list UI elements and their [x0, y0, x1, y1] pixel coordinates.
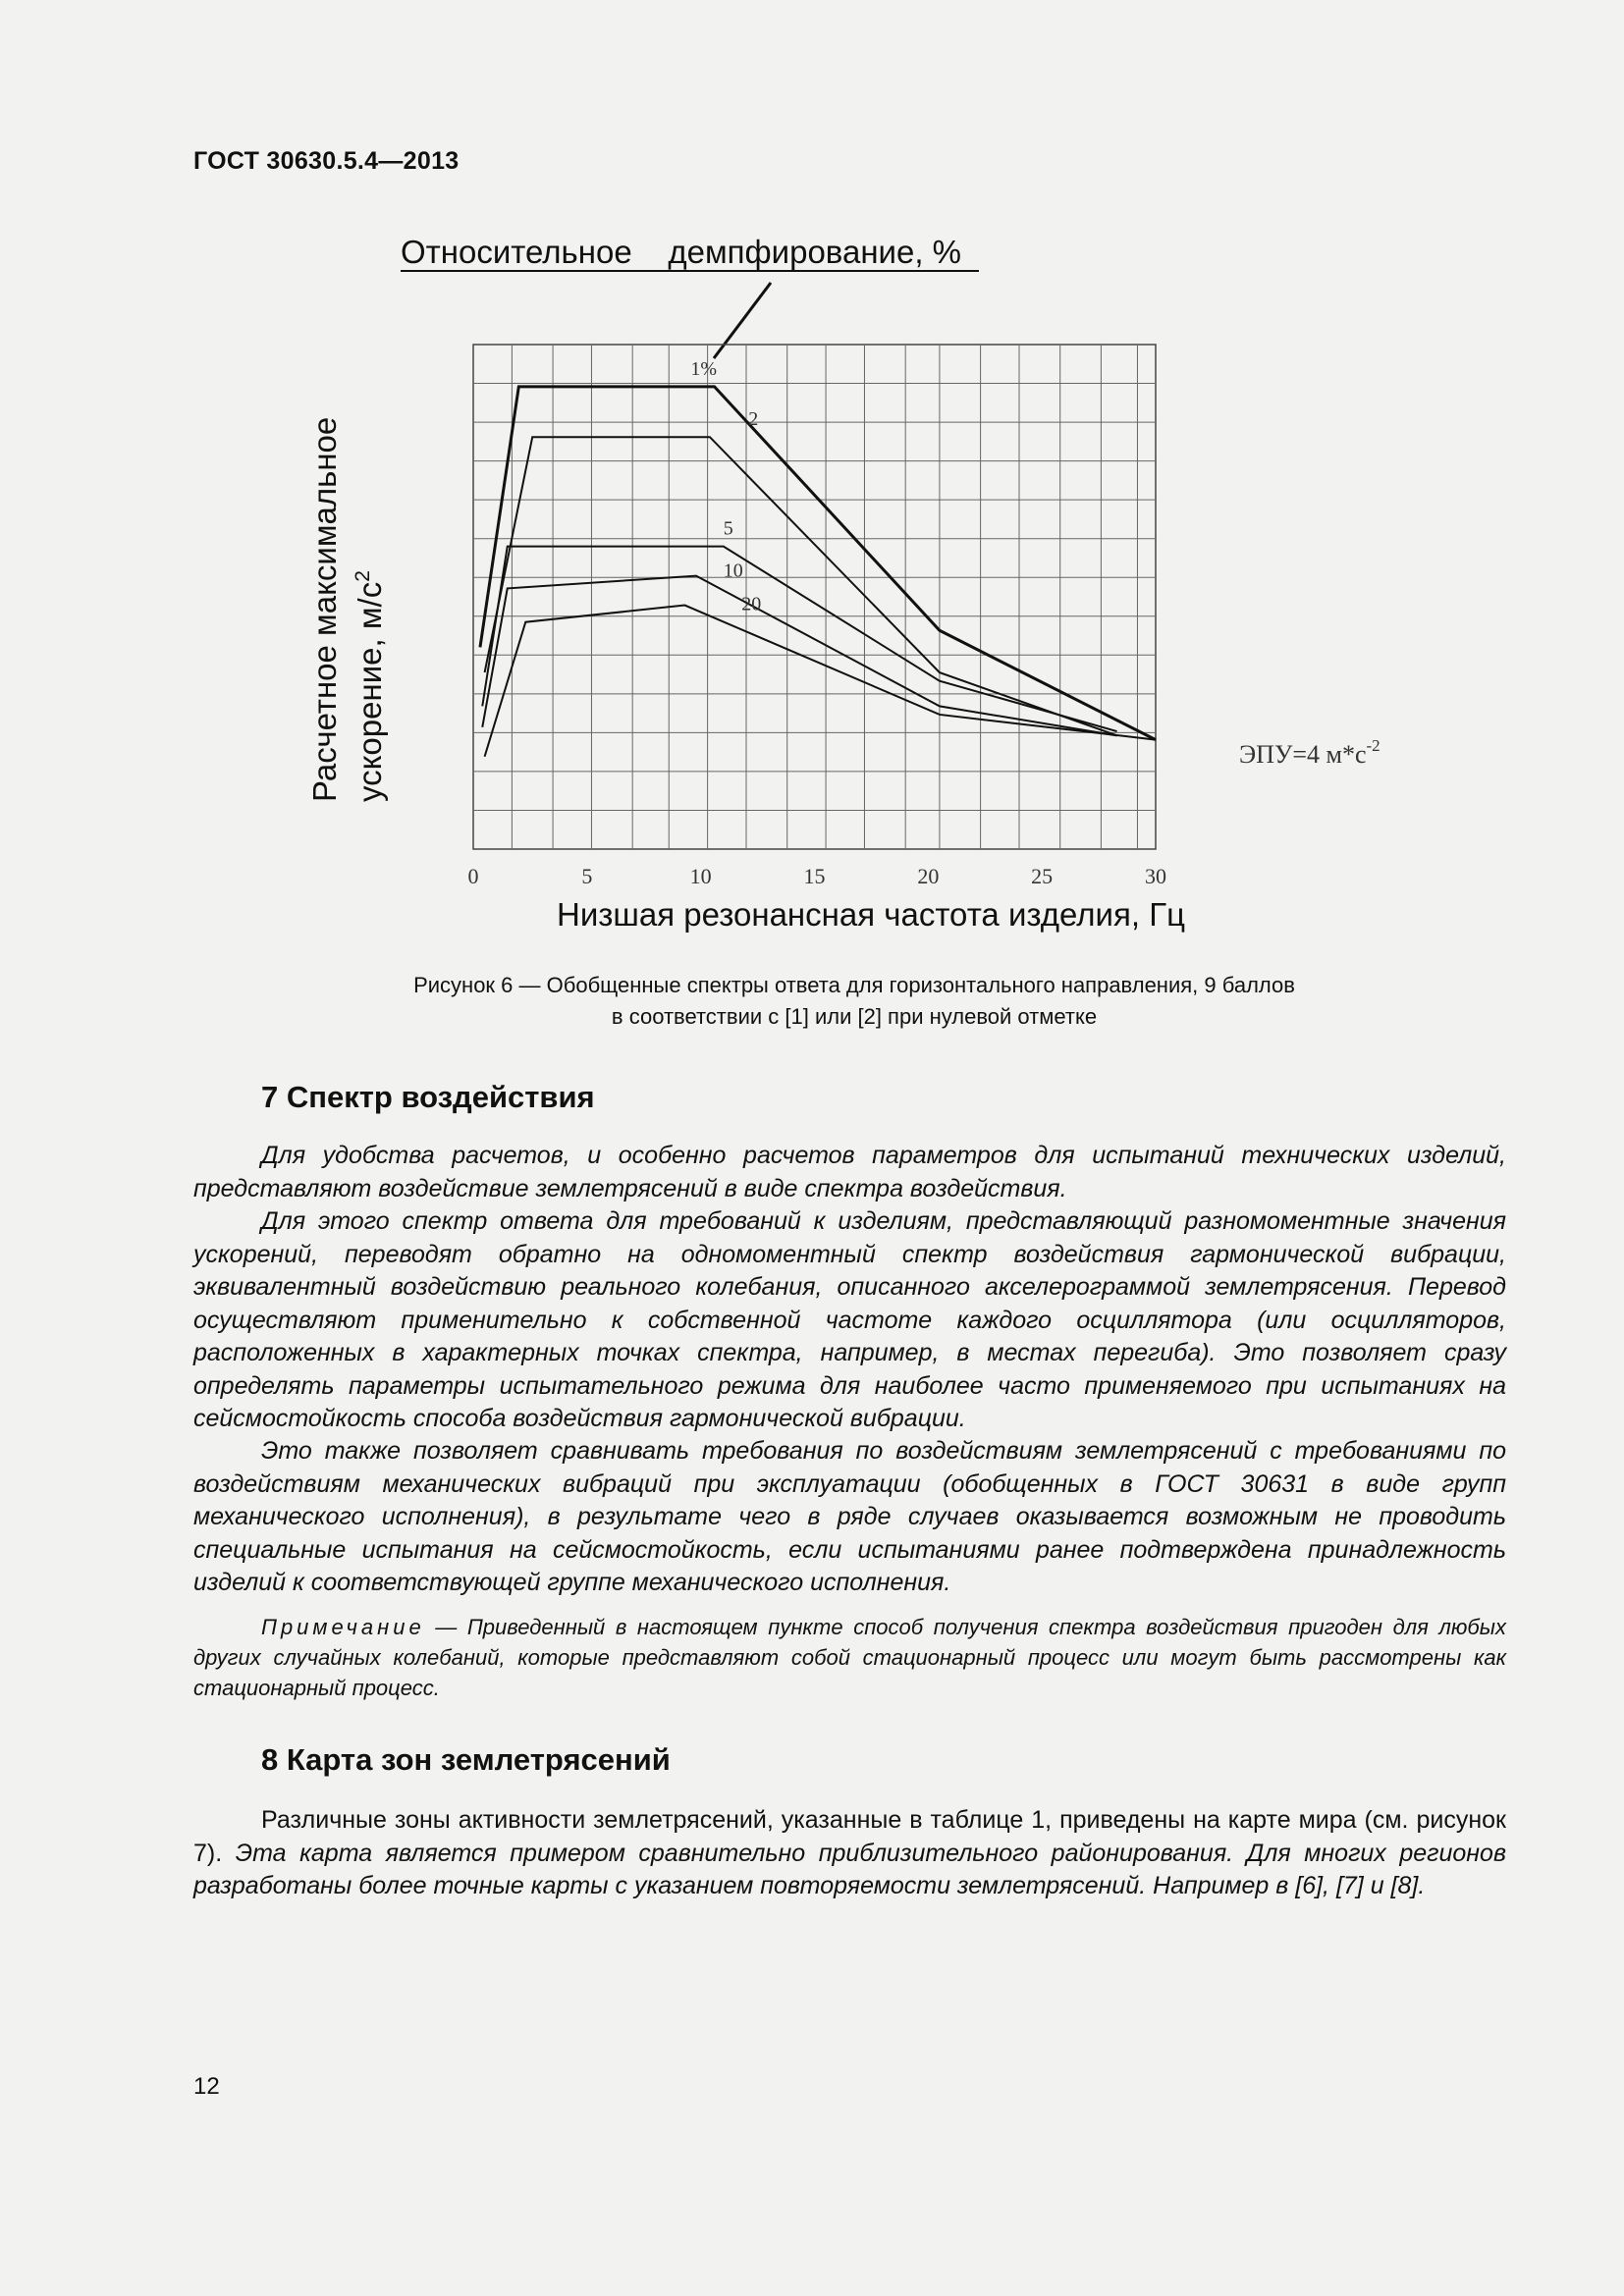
note-text: — Приведенный в настоящем пункте способ получения спектра воздействия пригоден для любых других случайных колебаний, которые представляют собой стационарный процесс или могут быть рассмотрены как стационарный процесс.: [193, 1615, 1506, 1700]
epu-sup: -2: [1366, 736, 1380, 755]
section-7-note: [193, 1612, 1506, 1703]
section-7-paragraph-2: [193, 1205, 1506, 1436]
note-label: Примечание: [261, 1615, 425, 1639]
epu-text: ЭПУ=4 м*с: [1239, 740, 1367, 769]
section-8-p1-italic: Эта карта является примером сравнительно приблизительного районирования. Для многих регионов разработаны более точные карты с указанием повторяемости землетрясений. Например в [6], [7] и [8].: [193, 1839, 1506, 1899]
figure-caption-line1: Рисунок 6 — Обобщенные спектры ответа для горизонтального направления, 9 баллов: [413, 973, 1295, 997]
section-8-p1-normal: Различные зоны активности землетрясений, указанные в таблице 1, приведены на карте мира (см. рисунок 7).: [193, 1806, 1506, 1867]
section-7-p2-text: Для этого спектр ответа для требований к изделиям, представляющий разномоментные значения ускорений, переводят обратно на одномоментный спектр воздействия гармонической вибрации, эквивалентный воздействию реального колебания, описанного акселерограммой землетрясения. Перевод осуществляют применительно к собственной частоте каждого осциллятора (или осцилляторов, расположенных в характерных точках спектра, например, в местах перегиба). Это позволяет сразу определять параметры испытательного режима для наиболее часто применяемого при испытаниях на сейсмостойкость способа воздействия гармонической вибрации.: [193, 1207, 1506, 1432]
damping-pointer: [714, 283, 771, 358]
x-tick-label-5: 5: [581, 864, 593, 888]
series-line-1pct: [480, 387, 1156, 740]
damping-label: Относительное демпфирование, %: [401, 234, 962, 270]
section-8-paragraph-1: [193, 1804, 1506, 1903]
y-axis-label-text: ускорение, м/с: [352, 581, 388, 802]
plot-frame: [473, 345, 1156, 849]
plot-area: [468, 345, 1167, 888]
section-7-title: 7 Спектр воздействия: [261, 1080, 595, 1114]
figure-6: [285, 221, 1434, 947]
response-spectrum-chart: [285, 221, 1434, 947]
series-label-20: 20: [741, 593, 762, 615]
y-axis-label-line2: [352, 570, 388, 802]
section-7-paragraph-3: [193, 1435, 1506, 1600]
x-tick-label-20: 20: [917, 864, 940, 888]
page-number: 12: [193, 2073, 220, 2100]
section-7-p3-text: Это также позволяет сравнивать требования по воздействиям землетрясений с требованиями по воздействиям механических вибраций при эксплуатации (обобщенных в ГОСТ 30631 в виде групп механического исполнения), в результате чего в ряде случаев оказывается возможным не проводить специальные испытания на сейсмостойкость, если испытаниями ранее подтверждена принадлежность изделий к соответствующей группе механического исполнения.: [193, 1437, 1506, 1596]
section-7-p1-text: Для удобства расчетов, и особенно расчетов параметров для испытаний технических изделий, представляют воздействие землетрясений в виде спектра воздействия.: [193, 1142, 1506, 1202]
figure-caption-line2: в соответствии с [1] или [2] при нулевой отметке: [611, 1004, 1098, 1029]
section-8-title: 8 Карта зон землетрясений: [261, 1742, 671, 1777]
series-label-10: 10: [723, 560, 743, 582]
section-7-paragraph-1: [193, 1140, 1506, 1205]
series-label-2: 2: [748, 408, 759, 431]
x-tick-label-0: 0: [467, 864, 479, 888]
x-tick-label-25: 25: [1031, 864, 1054, 888]
series-label-5: 5: [723, 517, 733, 540]
epu-label: [1239, 736, 1380, 769]
y-axis-label-line1: Расчетное максимальное: [306, 416, 343, 802]
figure-caption: [255, 970, 1453, 1033]
series-line-20: [485, 606, 1156, 757]
x-tick-label-15: 15: [803, 864, 826, 888]
x-axis-label: Низшая резонансная частота изделия, Гц: [557, 896, 1185, 933]
document-header: ГОСТ 30630.5.4—2013: [193, 147, 460, 175]
series-line-10: [482, 576, 1116, 736]
y-axis-label-sup: 2: [352, 570, 374, 582]
x-tick-label-30: 30: [1145, 864, 1166, 888]
series-label-1pct: 1%: [690, 357, 718, 380]
series-line-5: [482, 547, 1116, 731]
x-tick-label-10: 10: [689, 864, 712, 888]
